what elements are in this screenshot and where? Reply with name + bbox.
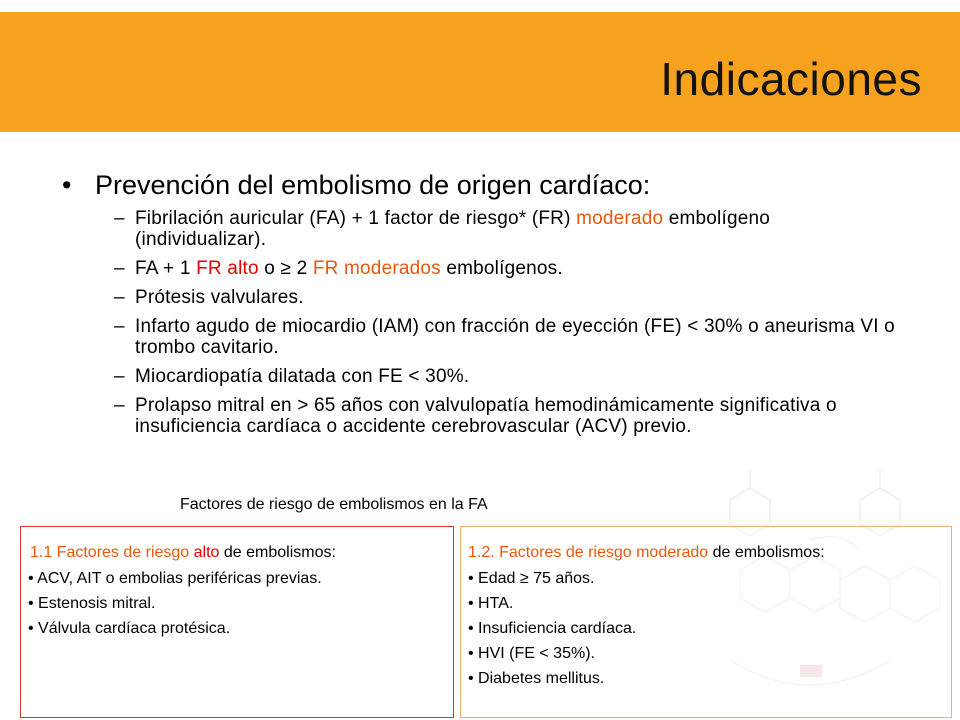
sub-bullet: [114, 395, 904, 437]
dash-marker: –: [114, 258, 125, 279]
dash-marker: –: [114, 366, 125, 387]
high-risk-heading: [30, 543, 336, 563]
text-run: embolígeno (individualizar).: [135, 208, 771, 250]
list-item: • Edad ≥ 75 años.: [468, 570, 595, 587]
dash-marker: –: [114, 208, 125, 229]
list-item: • ACV, AIT o embolias periféricas previas.: [28, 570, 322, 587]
list-item: • HVI (FE < 35%).: [468, 645, 595, 662]
text-run: Fibrilación auricular (FA) + 1 factor de riesgo* (FR): [135, 208, 577, 229]
text-run: Prolapso mitral en > 65 años con valvulopatía hemodinámicamente significativa o insuficiencia cardíaca o accidente cerebrovascular (ACV) previo.: [135, 395, 837, 437]
moderate-risk-box: [460, 526, 952, 718]
risk-factors-caption: Factores de riesgo de embolismos en la FA: [180, 496, 488, 513]
text-run-orange: FR moderados: [312, 258, 441, 279]
sub-bullet: [114, 316, 904, 358]
list-item: • Válvula cardíaca protésica.: [28, 620, 231, 637]
text-run: Infarto agudo de miocardio (IAM) con fracción de eyección (FE) < 30% o aneurisma VI o trombo cavitario.: [135, 316, 895, 358]
heading-highlight: alto: [193, 544, 220, 561]
sub-bullet: [114, 208, 904, 250]
sub-bullet-list: [114, 208, 904, 445]
text-run: o ≥ 2: [258, 258, 313, 279]
title-bar: [0, 12, 960, 132]
dash-marker: –: [114, 287, 125, 308]
heading-prefix: 1.1 Factores de riesgo: [30, 544, 194, 561]
dash-marker: –: [114, 316, 125, 337]
text-run: Miocardiopatía dilatada con FE < 30%.: [135, 366, 470, 387]
text-run: Prótesis valvulares.: [135, 287, 304, 308]
bullet-dot: •: [62, 170, 72, 200]
heading-suffix: de embolismos:: [219, 544, 336, 561]
text-run: FA + 1: [135, 258, 197, 279]
heading-suffix: de embolismos:: [708, 544, 825, 561]
moderate-risk-heading: [468, 543, 825, 563]
sub-bullet: [114, 287, 904, 308]
slide-title: Indicaciones: [660, 53, 922, 105]
text-run-red: FR alto: [196, 258, 259, 279]
list-item: • Insuficiencia cardíaca.: [468, 620, 637, 637]
text-run: embolígenos.: [440, 258, 563, 279]
list-item: • HTA.: [468, 595, 514, 612]
list-item: • Diabetes mellitus.: [468, 670, 605, 687]
list-item: • Estenosis mitral.: [28, 595, 156, 612]
dash-marker: –: [114, 395, 125, 416]
text-run-orange: moderado: [576, 208, 664, 229]
sub-bullet: [114, 258, 904, 279]
high-risk-box: [20, 526, 454, 718]
heading-prefix: 1.2. Factores de riesgo moderado: [468, 544, 709, 561]
sub-bullet: [114, 366, 904, 387]
main-bullet-text: Prevención del embolismo de origen cardíaco:: [95, 170, 651, 200]
